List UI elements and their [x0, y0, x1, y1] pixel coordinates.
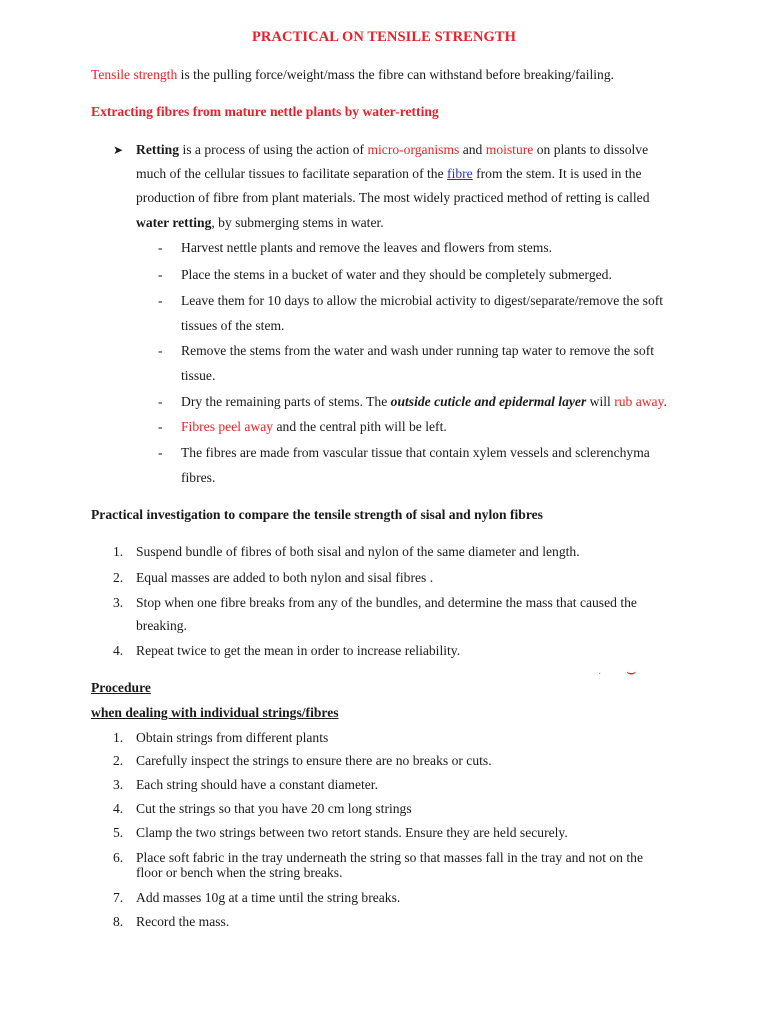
intro-text: is the pulling force/weight/mass the fibre can withstand before breaking/failing. [177, 67, 615, 82]
list-number: 2. [113, 570, 124, 585]
retting-text: on plants to dissolve [533, 142, 649, 157]
dash-bullet: - [158, 267, 163, 282]
intro-paragraph [91, 67, 614, 83]
micro-organisms-term: micro-organisms [367, 142, 460, 157]
list-number: 5. [113, 825, 124, 840]
investigation-item: Repeat twice to get the mean in order to increase reliability. [136, 643, 461, 658]
investigation-item: Equal masses are added to both nylon and sisal fibres . [136, 570, 434, 585]
dash-bullet: - [158, 419, 163, 434]
intro-term: Tensile strength [91, 67, 178, 82]
procedure-item: Obtain strings from different plants [136, 730, 329, 745]
step-7-line-2: fibres. [181, 470, 216, 485]
cuticle-term: outside cuticle and epidermal layer [390, 394, 587, 409]
red-mark-icon: ⌢ [626, 665, 637, 682]
procedure-item: Place soft fabric in the tray underneath the string so that masses fall in the tray and not on the [136, 850, 643, 865]
moisture-term: moisture [485, 142, 534, 157]
fibre-link[interactable]: fibre [447, 166, 473, 181]
procedure-heading: Procedure [91, 680, 151, 695]
step-text: and the central pith will be left. [273, 419, 447, 434]
procedure-item: Add masses 10g at a time until the string breaks. [136, 890, 401, 905]
arrow-bullet-icon: ➤ [113, 143, 124, 157]
list-number: 3. [113, 777, 124, 792]
step-4-line-2: tissue. [181, 368, 216, 383]
procedure-item: Record the mass. [136, 914, 230, 929]
rub-away-term: rub away [614, 394, 664, 409]
retting-text: is a process of using the action of [179, 142, 368, 157]
procedure-item: Clamp the two strings between two retort stands. Ensure they are held securely. [136, 825, 568, 840]
dash-bullet: - [158, 293, 163, 308]
list-number: 1. [113, 730, 124, 745]
investigation-item: Suspend bundle of fibres of both sisal and nylon of the same diameter and length. [136, 544, 580, 559]
step-7-line-1: The fibres are made from vascular tissue that contain xylem vessels and sclerenchyma [181, 445, 650, 460]
retting-line-4 [136, 215, 384, 231]
list-number: 6. [113, 850, 124, 865]
retting-line-1 [136, 142, 648, 158]
step-6 [181, 419, 447, 435]
list-number: 4. [113, 643, 124, 658]
procedure-subheading: when dealing with individual strings/fibres [91, 705, 339, 720]
retting-term: Retting [136, 142, 180, 157]
list-number: 2. [113, 753, 124, 768]
dash-bullet: - [158, 343, 163, 358]
retting-text: from the stem. It is used in the [472, 166, 642, 181]
step-3-line-1: Leave them for 10 days to allow the microbial activity to digest/separate/remove the soft [181, 293, 664, 308]
list-number: 7. [113, 890, 124, 905]
dash-bullet: - [158, 394, 163, 409]
section-heading-retting: Extracting fibres from mature nettle plants by water-retting [91, 104, 439, 119]
list-number: 1. [113, 544, 124, 559]
step-5 [181, 394, 667, 410]
dash-bullet: - [158, 445, 163, 460]
step-4-line-1: Remove the stems from the water and wash under running tap water to remove the soft [181, 343, 655, 358]
procedure-item-cont: floor or bench when the string breaks. [136, 865, 343, 880]
retting-text: much of the cellular tissues to facilitate separation of the [136, 166, 448, 181]
retting-line-3: production of fibre from plant materials. The most widely practiced method of retting is called [136, 190, 650, 205]
stray-dot: · [598, 669, 602, 680]
retting-text: , by submerging stems in water. [211, 215, 384, 230]
step-1: Harvest nettle plants and remove the leaves and flowers from stems. [181, 240, 553, 255]
list-number: 3. [113, 595, 124, 610]
list-number: 8. [113, 914, 124, 929]
investigation-item-cont: breaking. [136, 618, 187, 633]
step-3-line-2: tissues of the stem. [181, 318, 285, 333]
step-text: will [586, 394, 615, 409]
procedure-item: Cut the strings so that you have 20 cm long strings [136, 801, 412, 816]
section-heading-investigation: Practical investigation to compare the tensile strength of sisal and nylon fibres [91, 507, 543, 522]
dash-bullet: - [158, 240, 163, 255]
investigation-item: Stop when one fibre breaks from any of the bundles, and determine the mass that caused the [136, 595, 637, 610]
page-title: PRACTICAL ON TENSILE STRENGTH [251, 29, 517, 45]
step-2: Place the stems in a bucket of water and they should be completely submerged. [181, 267, 612, 282]
retting-text: and [459, 142, 486, 157]
procedure-item: Each string should have a constant diameter. [136, 777, 378, 792]
water-retting-term: water retting [136, 215, 212, 230]
step-text: Dry the remaining parts of stems. The [181, 394, 391, 409]
fibres-peel-away-term: Fibres peel away [181, 419, 274, 434]
retting-line-2 [136, 166, 641, 182]
step-text: . [663, 394, 667, 409]
list-number: 4. [113, 801, 124, 816]
procedure-item: Carefully inspect the strings to ensure there are no breaks or cuts. [136, 753, 492, 768]
